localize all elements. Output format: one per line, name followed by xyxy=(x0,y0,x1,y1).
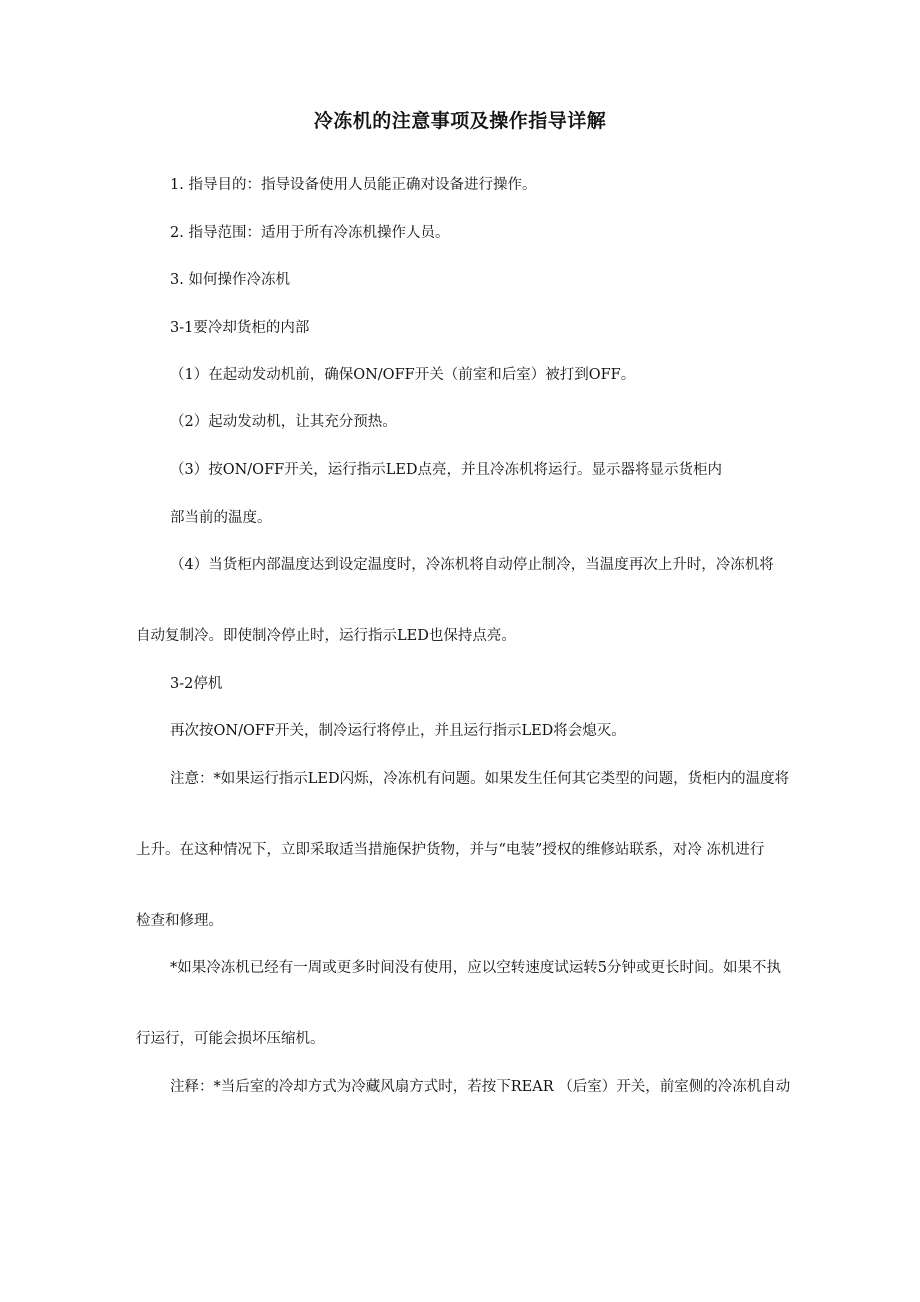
section-heading-3-2: 3-2停机 xyxy=(170,676,223,692)
caution-note-continued: 上升。在这种情况下，立即采取适当措施保护货物，并与“电装”授权的维修站联系，对冷 冻机进行 xyxy=(136,842,765,858)
page-title: 冷冻机的注意事项及操作指导详解 xyxy=(313,110,607,132)
step-2: （2）起动发动机，让其充分预热。 xyxy=(170,414,397,430)
paragraph-stop: 再次按ON/OFF开关，制冷运行将停止，并且运行指示LED将会熄灭。 xyxy=(170,723,626,739)
idle-run-note: *如果冷冻机已经有一周或更多时间没有使用，应以空转速度试运转5分钟或更长时间。如果不执 xyxy=(170,960,781,976)
step-4: （4）当货柜内部温度达到设定温度时，冷冻机将自动停止制冷，当温度再次上升时，冷冻机将 xyxy=(170,557,774,573)
paragraph-how-to-operate: 3. 如何操作冷冻机 xyxy=(170,272,290,288)
caution-note: 注意：*如果运行指示LED闪烁，冷冻机有问题。如果发生任何其它类型的问题，货柜内的温度将 xyxy=(170,771,790,787)
paragraph-scope: 2. 指导范围：适用于所有冷冻机操作人员。 xyxy=(170,225,450,241)
paragraph-purpose: 1. 指导目的：指导设备使用人员能正确对设备进行操作。 xyxy=(170,177,537,193)
step-1: （1）在起动发动机前，确保ON/OFF开关（前室和后室）被打到OFF。 xyxy=(170,367,636,383)
section-heading-3-1: 3-1要冷却货柜的内部 xyxy=(170,320,310,336)
step-4-continued: 自动复制冷。即使制冷停止时，运行指示LED也保持点亮。 xyxy=(136,628,516,644)
idle-run-note-continued: 行运行，可能会损坏压缩机。 xyxy=(136,1031,325,1047)
caution-note-end: 检查和修理。 xyxy=(136,913,223,929)
step-3-continued: 部当前的温度。 xyxy=(170,510,272,526)
step-3: （3）按ON/OFF开关，运行指示LED点亮，并且冷冻机将运行。显示器将显示货柜内 xyxy=(170,462,723,478)
remark-note: 注释：*当后室的冷却方式为冷藏风扇方式时，若按下REAR （后室）开关，前室侧的冷冻机自动 xyxy=(170,1079,791,1095)
